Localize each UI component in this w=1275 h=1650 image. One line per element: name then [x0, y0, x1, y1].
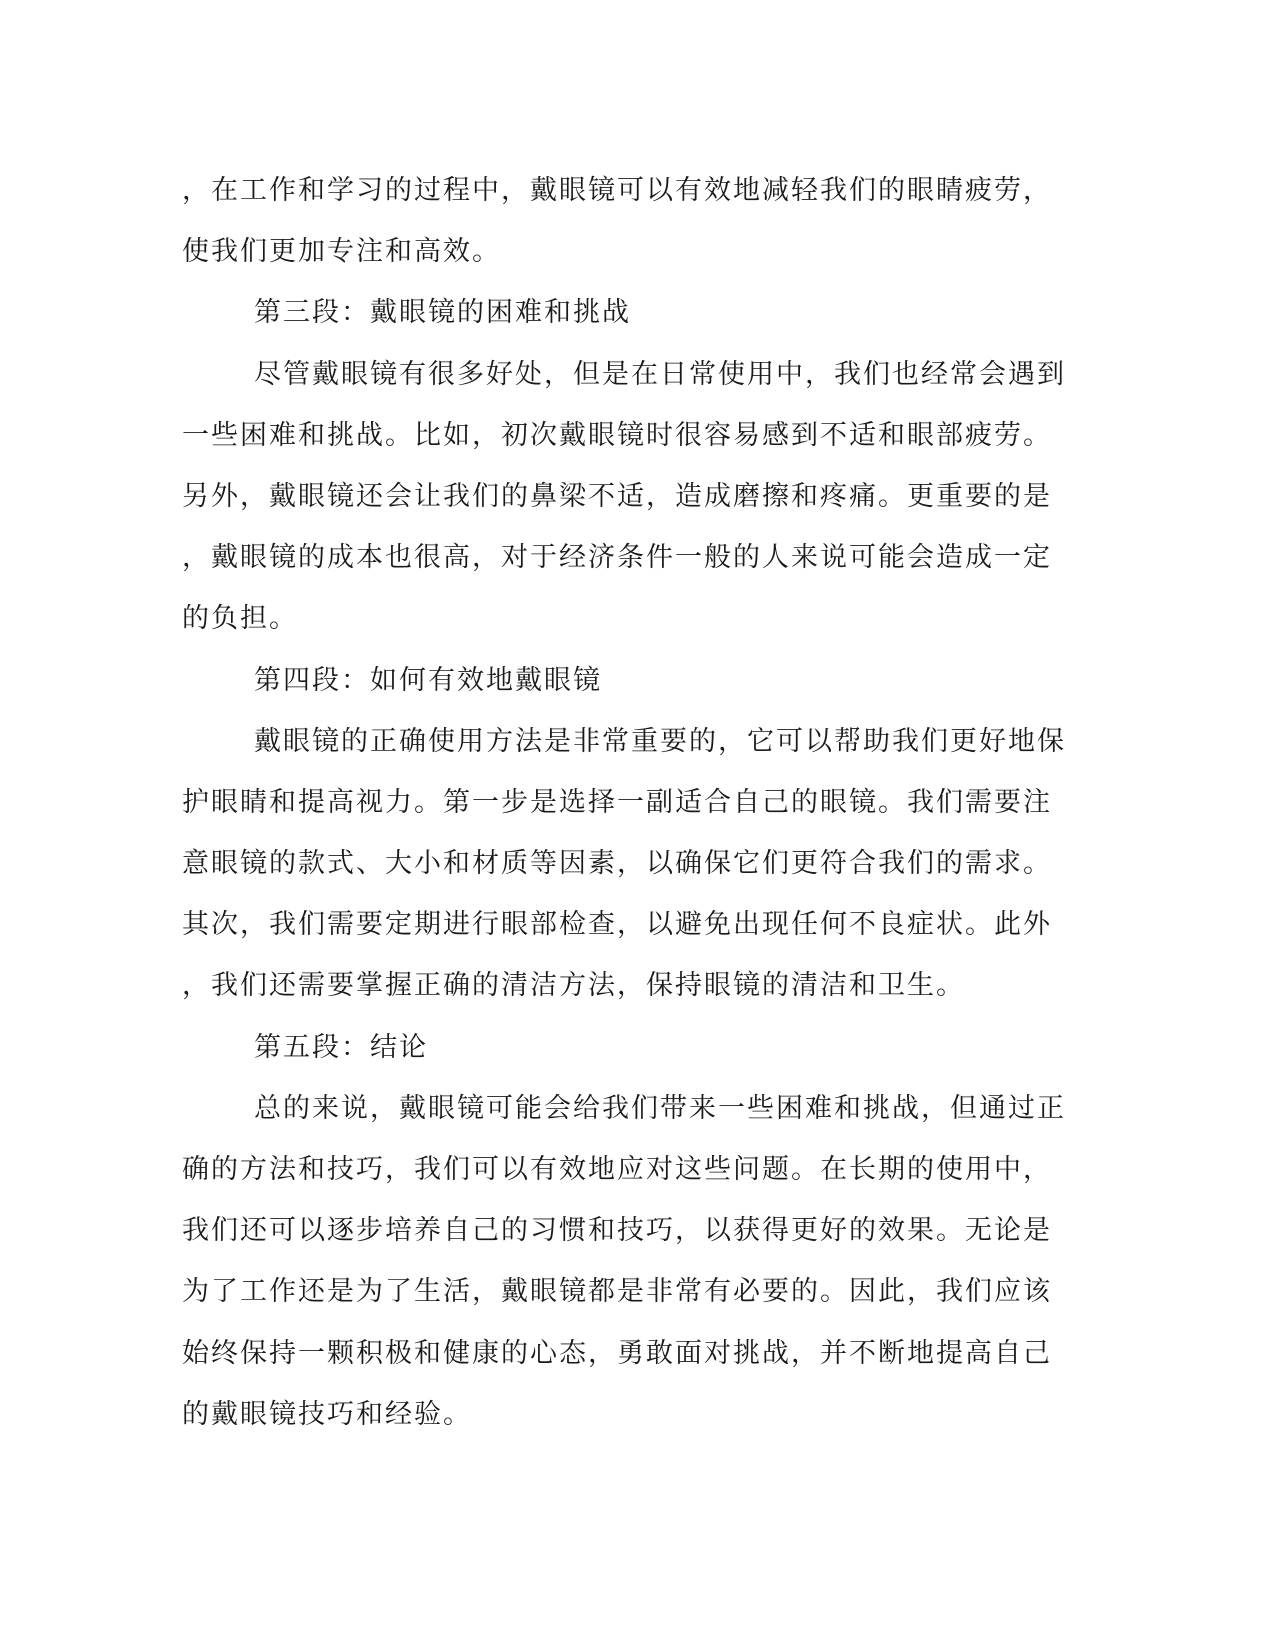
text-line: ，在工作和学习的过程中，戴眼镜可以有效地减轻我们的眼睛疲劳，: [182, 175, 1052, 206]
section-heading-5: 第五段：结论: [254, 1031, 428, 1063]
text-line: 的戴眼镜技巧和经验。: [182, 1398, 472, 1430]
section-heading-3: 第三段：戴眼镜的困难和挑战: [254, 297, 631, 329]
text-line: 另外，戴眼镜还会让我们的鼻梁不适，造成磨擦和疼痛。更重要的是: [182, 480, 1052, 512]
text-line: 其次，我们需要定期进行眼部检查，以避免出现任何不良症状。此外: [182, 909, 1052, 941]
text-line: 护眼睛和提高视力。第一步是选择一副适合自己的眼镜。我们需要注: [182, 786, 1052, 818]
text-line: 确的方法和技巧，我们可以有效地应对这些问题。在长期的使用中，: [182, 1154, 1052, 1185]
section-heading-4: 第四段：如何有效地戴眼镜: [254, 664, 602, 696]
text-line: 尽管戴眼镜有很多好处，但是在日常使用中，我们也经常会遇到: [254, 358, 1066, 390]
text-line: 始终保持一颗积极和健康的心态，勇敢面对挑战，并不断地提高自己: [182, 1337, 1052, 1369]
text-line: 一些困难和挑战。比如，初次戴眼镜时很容易感到不适和眼部疲劳。: [182, 419, 1052, 451]
text-line: 总的来说，戴眼镜可能会给我们带来一些困难和挑战，但通过正: [254, 1092, 1066, 1124]
text-line: ，我们还需要掌握正确的清洁方法，保持眼镜的清洁和卫生。: [182, 970, 965, 1002]
text-line: 意眼镜的款式、大小和材质等因素，以确保它们更符合我们的需求。: [182, 848, 1052, 880]
text-line: 我们还可以逐步培养自己的习惯和技巧，以获得更好的效果。无论是: [182, 1215, 1052, 1247]
text-line: 戴眼镜的正确使用方法是非常重要的，它可以帮助我们更好地保: [254, 725, 1066, 757]
document-body: [182, 160, 1066, 1445]
text-line: 为了工作还是为了生活，戴眼镜都是非常有必要的。因此，我们应该: [182, 1276, 1052, 1308]
text-line: 使我们更加专注和高效。: [182, 236, 501, 268]
text-line: 的负担。: [182, 603, 298, 635]
text-line: ，戴眼镜的成本也很高，对于经济条件一般的人来说可能会造成一定: [182, 542, 1052, 574]
